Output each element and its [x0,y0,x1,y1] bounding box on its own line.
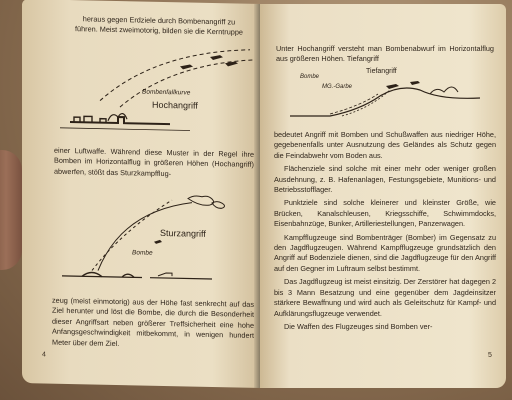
bombe-label-left: Bombe [132,249,153,257]
tiefangriff-diagram [290,70,490,120]
right-intro-text: Unter Hochangriff versteht man Bombenabwurf im Horizontalflug aus größeren Höhen. Tiefangriff [276,44,494,64]
right-page [260,4,506,388]
thumb [0,150,22,270]
paragraph-kampfflugzeuge: Kampfflugzeuge sind Bombenträger (Bomber) im Gegensatz zu den Jagdflugzeugen. Während Kampfflugzeuge grundsätzlich den Angriff auf Bodenziele dienen, sind die Jagdflugzeuge für den Angriff auf den Gegner im Luftraum selbst bestimmt. [274,232,496,273]
left-top-line-2: führen. Meist zweimotorig, bilden sie die Kerntruppe [75,24,243,38]
bombe-label-right: Bombe [300,74,320,80]
left-middle-text: einer Luftwaffe. Während diese Muster in der Regel ihre Bomben im Horizontalflug in größeren Höhen (Hochangriff) abwerfen, stößt das Sturzkampfflug- [54,145,254,178]
left-page [22,0,260,388]
paragraph-waffen: Die Waffen des Flugzeuges sind Bomben ver- [284,321,433,331]
page-number-right: 5 [488,352,492,359]
left-top-line-1: heraus gegen Erdziele durch Bombenangriff zu [82,14,236,27]
sturzangriff-diagram [62,190,252,294]
paragraph-angriff: bedeutet Angriff mit Bomben und Schußwaffen aus niedriger Höhe, gegebenenfalls unter Ausnutzung des Geländes als Schutz gegen die Feindabwehr vom Boden aus. [274,130,496,160]
tiefangriff-label: Tiefangriff [366,68,397,75]
paragraph-punktziele: Punktziele sind solche kleinerer und kleinster Größe, wie Brücken, Kanalschleusen, Kriegsschiffe, Schwimmdocks, Eisenbahnzüge, Bunker, Artilleriestellungen, Panzerwagen. [274,198,496,229]
hochangriff-label: Hochangriff [152,99,198,111]
bombenfallkurve-label: Bombenfallkurve [142,88,191,97]
paragraph-jagdflugzeug: Das Jagdflugzeug ist meist einsitzig. Der Zerstörer hat dagegen 2 bis 3 Mann Besatzung und eine gegenüber dem Jagdeinsitzer stärkere Bewaffnung und wird auch als Geleitschutz für Kampf- und Aufklärungsflugzeuge verwendet. [274,277,496,318]
page-number-left: 4 [42,351,46,359]
left-top-text [64,14,254,39]
paragraph-flaechenziele: Flächenziele sind solche mit einer mehr oder weniger großen Ausdehnung, z. B. Hafenanlagen, Festungsgebiete, Munitions- und Betriebsstofflager. [274,164,496,195]
sturzangriff-label: Sturzangriff [160,227,206,239]
left-bottom-text: zeug (meist einmotorig) aus der Höhe fast senkrecht auf das Ziel herunter und löst die Bombe, die durch die Besonderheit dieser Angriffsart neben größerer Treffsicherheit eine hohe Anfangsgeschwindigkeit mitbekommt, in wenigen hundert Meter über dem Ziel. [52,295,254,348]
right-body-text [274,130,496,335]
open-booklet [22,4,506,388]
mg-garbe-label: MG.-Garbe [322,84,353,90]
